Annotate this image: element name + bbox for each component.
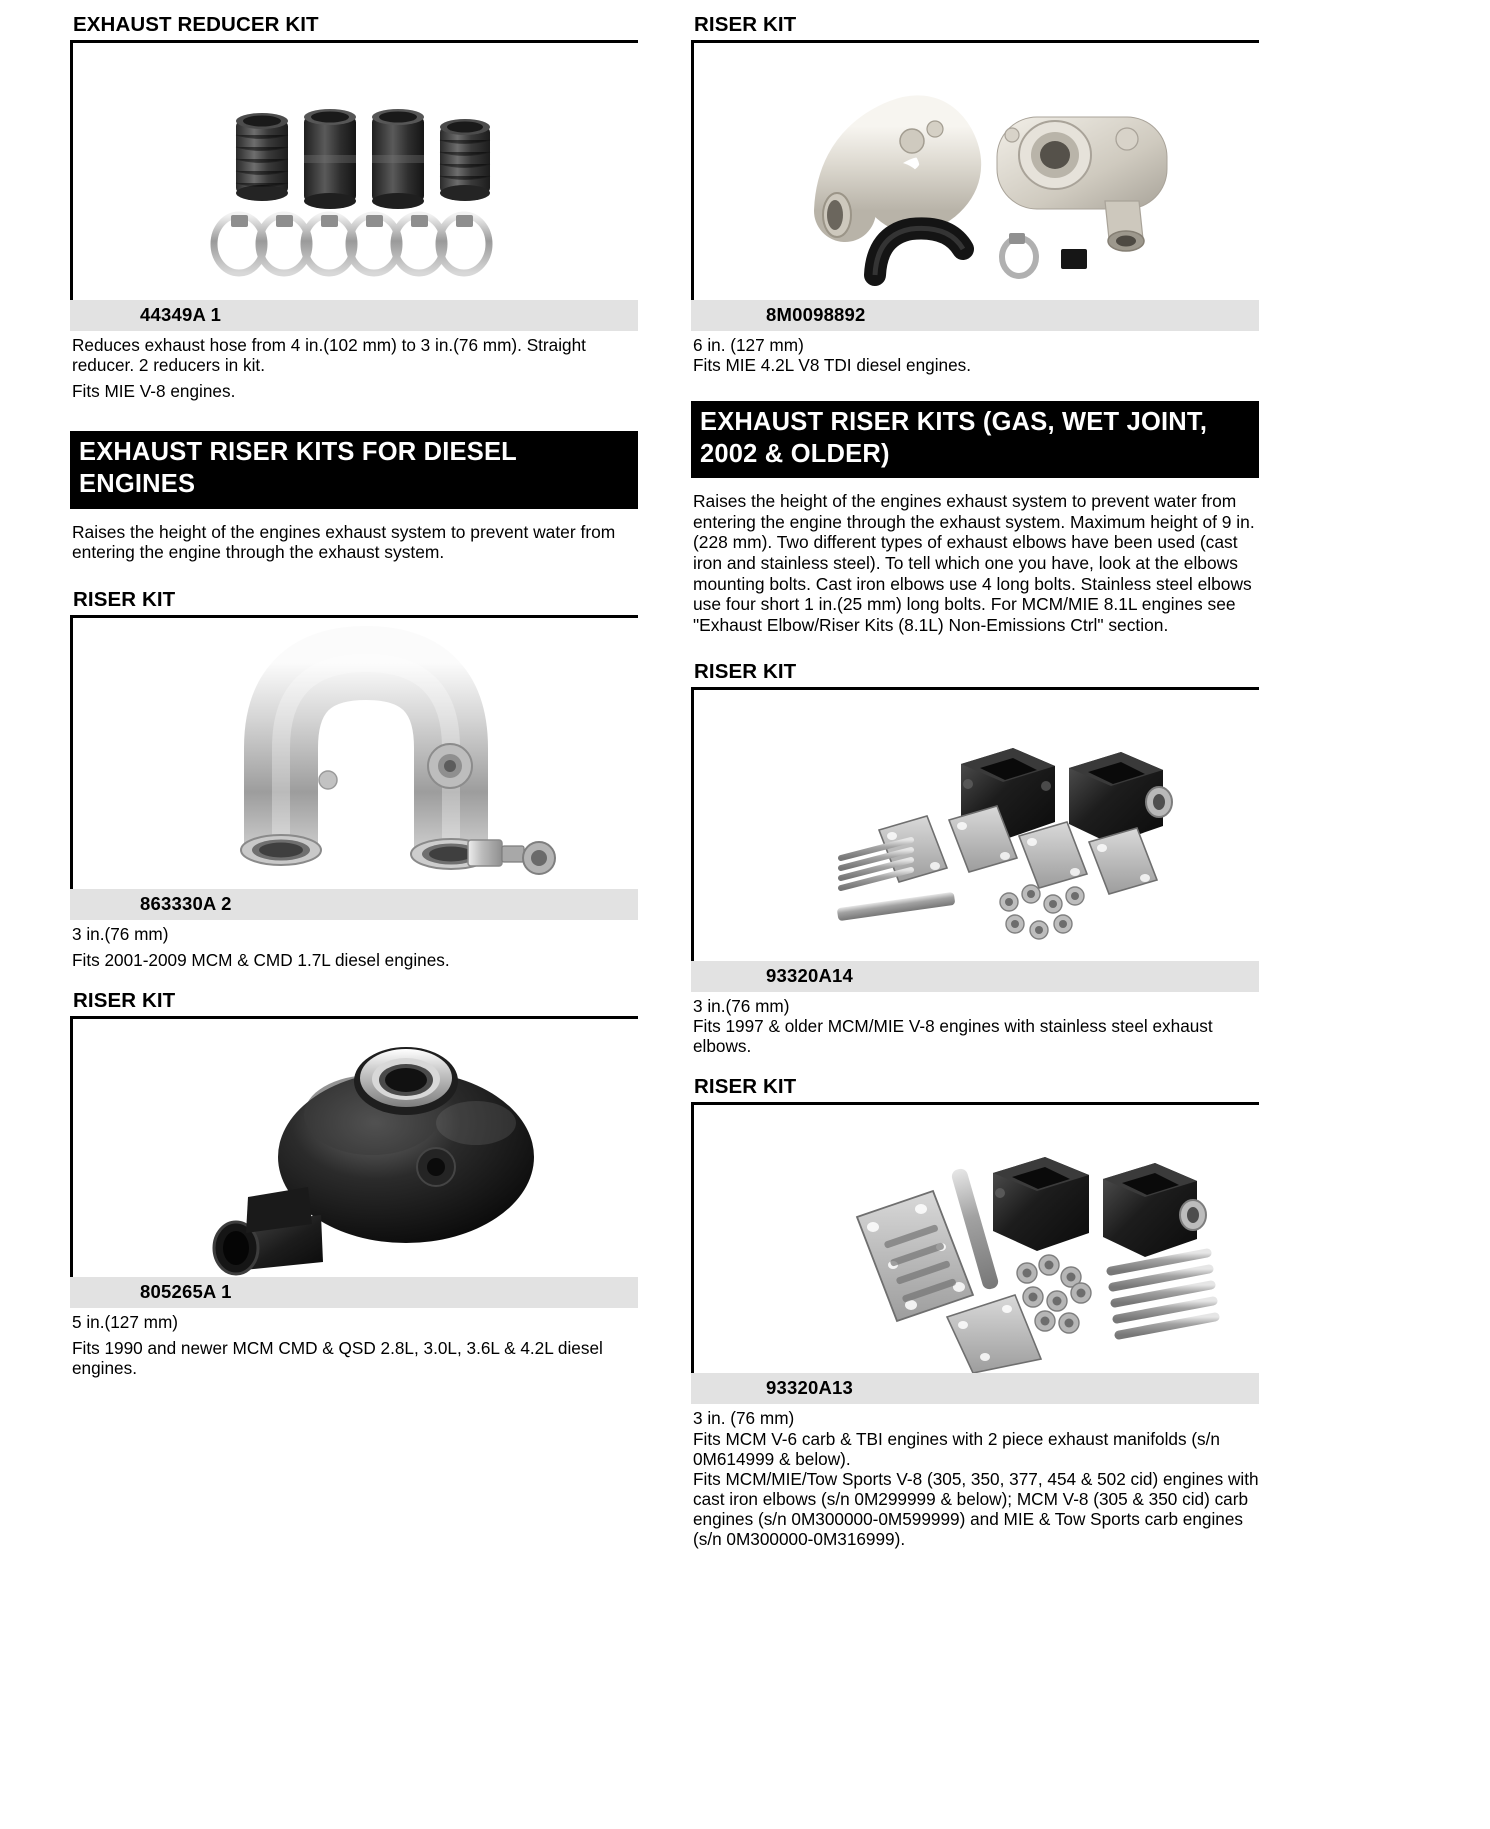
product-description [70,335,638,401]
kit-title: RISER KIT [70,589,638,618]
description-line: Fits 1997 & older MCM/MIE V-8 engines with stainless steel exhaust elbows. [693,1016,1213,1057]
section-banner: EXHAUST RISER KITS (GAS, WET JOINT, 2002 & OLDER) [691,401,1259,478]
product-block-riser-kit-805265a1 [70,990,638,1378]
section-block-gas-wet-joint-riser-kits [691,401,1259,635]
product-description [70,924,638,970]
description-line: Fits MIE V-8 engines. [72,381,236,402]
tdi-riser-kit-photo [694,43,1259,300]
photo-frame [691,43,1259,331]
riser-block-kit-a13-photo [694,1105,1259,1373]
description-line: Fits MIE 4.2L V8 TDI diesel engines. [693,355,971,376]
description-line: Fits 1990 and newer MCM CMD & QSD 2.8L, 3.0L, 3.6L & 4.2L diesel engines. [72,1337,603,1379]
product-block-exhaust-reducer-kit [70,14,638,401]
part-number-bar: 93320A14 [691,961,1259,992]
description-line: 5 in.(127 mm) [72,1311,179,1332]
photo-frame [691,1105,1259,1404]
kit-title: EXHAUST REDUCER KIT [70,14,638,43]
kit-title: RISER KIT [691,14,1259,43]
description-line: Fits 2001-2009 MCM & CMD 1.7L diesel engines. [72,949,450,970]
product-block-riser-kit-8m0098892 [691,14,1259,375]
left-column [70,14,638,1378]
product-block-riser-kit-93320a13 [691,1076,1259,1549]
description-line: 3 in.(76 mm) [72,923,169,944]
part-number-bar: 863330A 2 [70,889,638,920]
section-banner: EXHAUST RISER KITS FOR DIESEL ENGINES [70,431,638,508]
photo-frame [70,43,638,331]
product-description [70,1312,638,1378]
description-line: Fits MCM/MIE/Tow Sports V-8 (305, 350, 377, 454 & 502 cid) engines with cast iron elbows (s/n 0M299999 & below); MCM V-8 (305 & 350 cid) carb engines (s/n 0M300000-0M599999) and MIE & Tow Sports carb engines (s/n 0M300000-0M316999). [693,1468,1259,1550]
riser-block-kit-a14-photo [694,690,1259,961]
exhaust-reducer-kit-photo [73,43,638,300]
product-description [691,1408,1259,1549]
description-line: 3 in.(76 mm) [693,996,790,1017]
two-column-layout [70,14,1426,1549]
photo-frame [691,690,1259,992]
description-line: 6 in. (127 mm) [693,334,804,355]
kit-title: RISER KIT [691,1076,1259,1105]
black-riser-elbow-photo [73,1019,638,1277]
photo-frame [70,1019,638,1308]
diesel-riser-elbow-photo [73,618,638,889]
section-intro: Raises the height of the engines exhaust system to prevent water from entering the engine through the exhaust system. [72,521,616,563]
part-number-bar: 805265A 1 [70,1277,638,1308]
section-intro: Raises the height of the engines exhaust system to prevent water from entering the engine through the exhaust system. Maximum height of 9 in.(228 mm). Two different types of exhaust elbows have been used (cast iron and stainless steel). To tell which one you have, look at the elbows mounting bolts. Cast iron elbows use 4 long bolts. Stainless steel elbows use four short 1 in.(25 mm) long bolts. For MCM/MIE 8.1L engines see "Exhaust Elbow/Riser Kits (8.1L) Non-Emissions Ctrl" section. [693,491,1255,635]
part-number-bar: 93320A13 [691,1373,1259,1404]
photo-frame [70,618,638,920]
product-description [691,335,1259,375]
product-block-riser-kit-93320a14 [691,661,1259,1056]
description-line: Fits MCM V-6 carb & TBI engines with 2 piece exhaust manifolds (s/n 0M614999 & below). [693,1428,1220,1469]
part-number-bar: 8M0098892 [691,300,1259,331]
description-line: 3 in. (76 mm) [693,1408,795,1429]
section-block-diesel-riser-kits [70,431,638,562]
description-line: Reduces exhaust hose from 4 in.(102 mm) to 3 in.(76 mm). Straight reducer. 2 reducers in kit. [72,334,586,376]
kit-title: RISER KIT [70,990,638,1019]
kit-title: RISER KIT [691,661,1259,690]
right-column [691,14,1259,1549]
product-block-riser-kit-863330a2 [70,589,638,970]
part-number-bar: 44349A 1 [70,300,638,331]
product-description [691,996,1259,1056]
